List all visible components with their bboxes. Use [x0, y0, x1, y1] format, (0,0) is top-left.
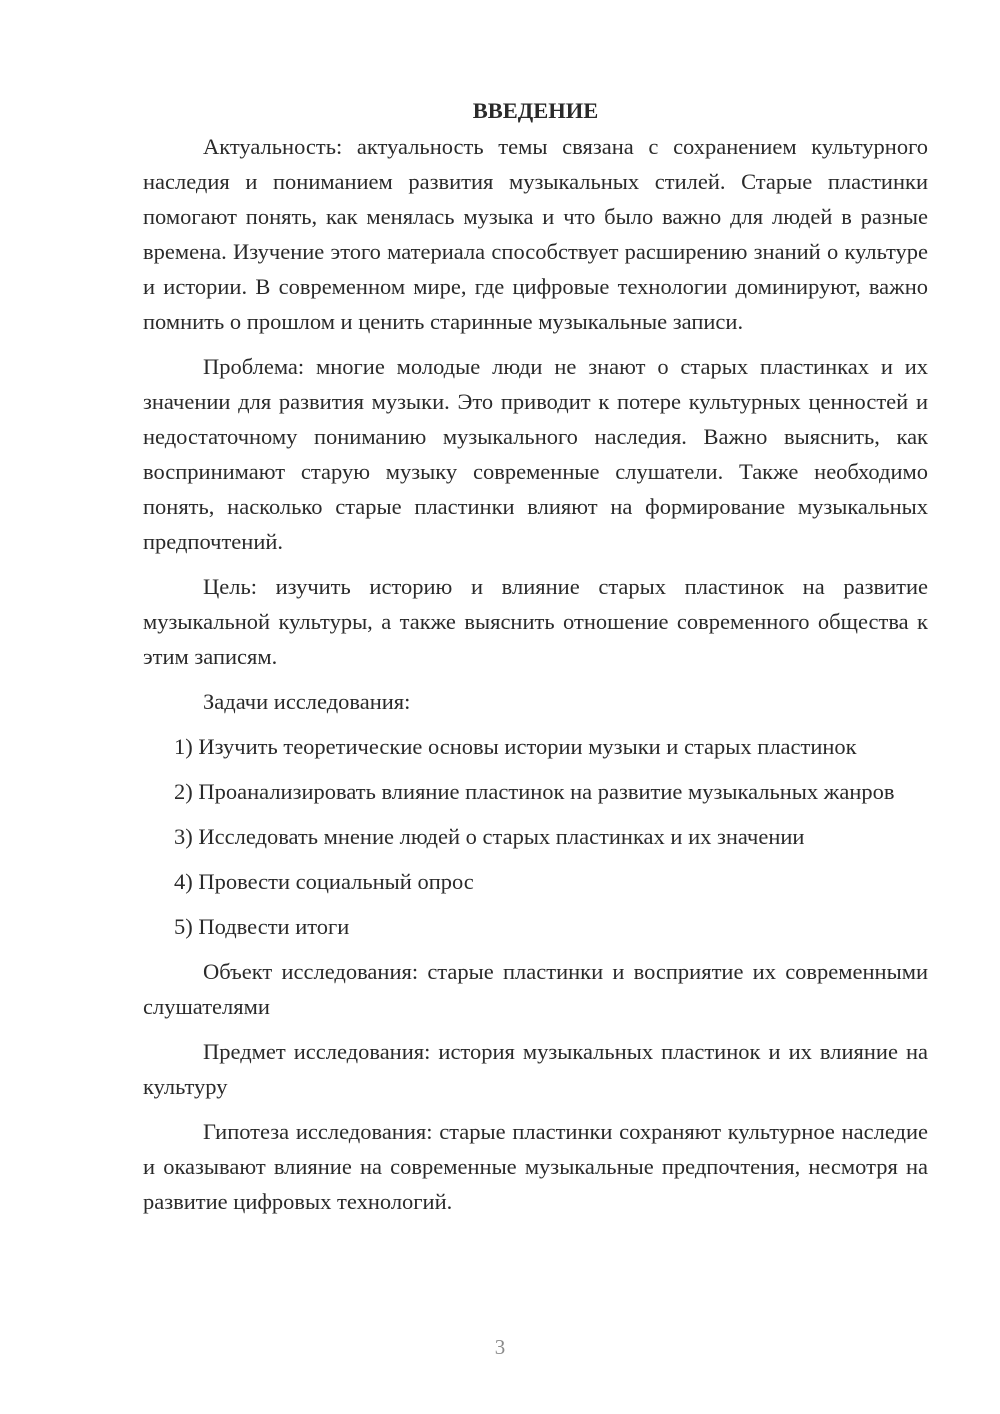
document-body: [143, 93, 928, 1219]
task-item-3: 3) Исследовать мнение людей о старых пластинках и их значении: [174, 824, 805, 849]
task-item-2: 2) Проанализировать влияние пластинок на развитие музыкальных жанров: [174, 779, 895, 804]
page-number: 3: [494, 1335, 506, 1359]
paragraph-problem: Проблема: многие молодые люди не знают о старых пластинках и их значении для развития музыки. Это приводит к потере культурных ценностей и недостаточному пониманию музыкального наследия. Важно выяснить, как воспринимают старую музыку современные слушатели. Также необходимо понять, насколько старые пластинки влияют на формирование музыкальных предпочтений.: [143, 354, 928, 554]
task-item-4: 4) Провести социальный опрос: [174, 869, 474, 894]
paragraph-tasks-heading: Задачи исследования:: [203, 689, 411, 714]
paragraph-goal: Цель: изучить историю и влияние старых пластинок на развитие музыкальной культуры, а также выяснить отношение современного общества к этим записям.: [143, 574, 928, 669]
paragraph-object: Объект исследования: старые пластинки и восприятие их современными слушателями: [143, 959, 928, 1019]
paragraph-subject: Предмет исследования: история музыкальных пластинок и их влияние на культуру: [143, 1039, 928, 1099]
task-item-1: 1) Изучить теоретические основы истории музыки и старых пластинок: [174, 734, 857, 759]
paragraph-relevance: Актуальность: актуальность темы связана с сохранением культурного наследия и пониманием развития музыкальных стилей. Старые пластинки помогают понять, как менялась музыка и что было важно для людей в разные времена. Изучение этого материала способствует расширению знаний о культуре и истории. В современном мире, где цифровые технологии доминируют, важно помнить о прошлом и ценить старинные музыкальные записи.: [143, 134, 928, 334]
task-item-5: 5) Подвести итоги: [174, 914, 350, 939]
paragraph-hypothesis: Гипотеза исследования: старые пластинки сохраняют культурное наследие и оказывают влияние на современные музыкальные предпочтения, несмотря на развитие цифровых технологий.: [143, 1119, 928, 1214]
section-heading: ВВЕДЕНИЕ: [472, 98, 599, 123]
